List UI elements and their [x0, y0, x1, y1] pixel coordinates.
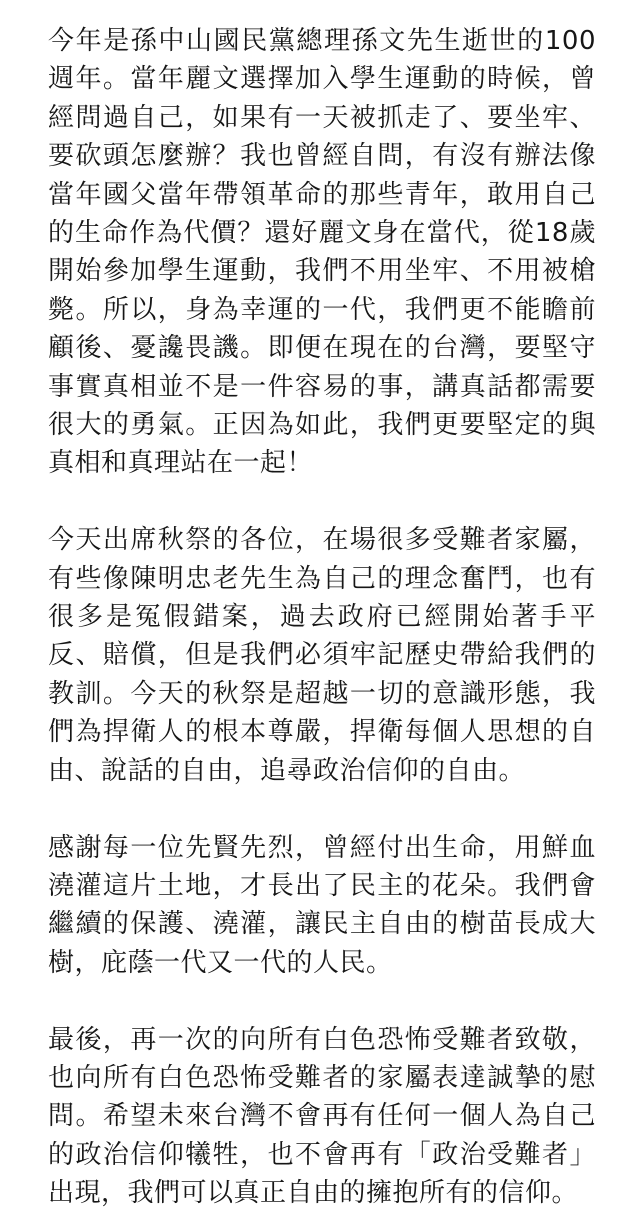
paragraph-1: 今年是孫中山國民黨總理孫文先生逝世的100週年。當年麗文選擇加入學生運動的時候，曾經問過自己，如果有一天被抓走了、要坐牢、要砍頭怎麼辦？我也曾經自問，有沒有辦法像當年國父當年帶領革命的那些青年，敢用自己的生命作為代價？還好麗文身在當代，從18歲開始參加學生運動，我們不用坐牢、不用被槍斃。所以，身為幸運的一代，我們更不能瞻前顧後、憂讒畏譏。即便在現在的台灣，要堅守事實真相並不是一件容易的事，講真話都需要很大的勇氣。正因為如此，我們更要堅定的與真相和真理站在一起！ — [48, 26, 596, 479]
paragraph-2: 今天出席秋祭的各位，在場很多受難者家屬，有些像陳明忠老先生為自己的理念奮鬥，也有很多是冤假錯案，過去政府已經開始著手平反、賠償，但是我們必須牢記歷史帶給我們的教訓。今天的秋祭是超越一切的意識形態，我們為捍衛人的根本尊嚴，捍衛每個人思想的自由、說話的自由，追尋政治信仰的自由。 — [48, 525, 596, 786]
paragraph-3: 感謝每一位先賢先烈，曾經付出生命，用鮮血澆灌這片土地，才長出了民主的花朵。我們會繼續的保護、澆灌，讓民主自由的樹苗長成大樹，庇蔭一代又一代的人民。 — [48, 832, 596, 978]
document-body — [48, 22, 596, 1213]
paragraph-4: 最後，再一次的向所有白色恐怖受難者致敬，也向所有白色恐怖受難者的家屬表達誠摯的慰問。希望未來台灣不會再有任何一個人為自己的政治信仰犧牲，也不會再有「政治受難者」出現，我們可以真正自由的擁抱所有的信仰。 — [48, 1024, 596, 1209]
